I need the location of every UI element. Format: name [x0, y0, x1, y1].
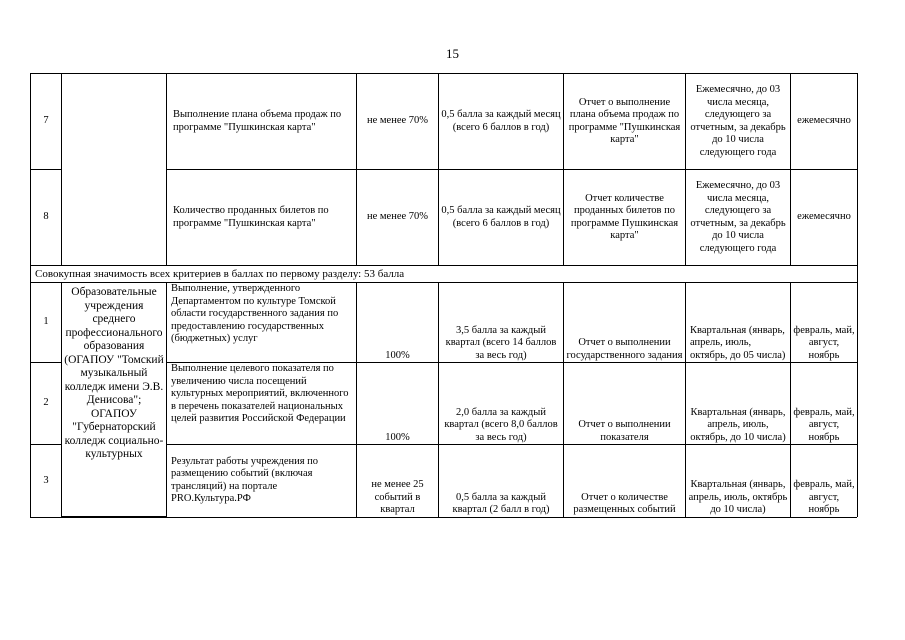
table-row: [31, 283, 858, 363]
page-bottom-rule: [30, 517, 857, 518]
row-number: 2: [31, 363, 62, 445]
page-number: 15: [446, 46, 459, 61]
report-cell: Отчет о выполнении государственного задания: [564, 283, 686, 363]
target-cell: 100%: [357, 363, 439, 445]
deadline-cell: Ежемесячно, до 03 числа месяца, следующего за отчетным, за декабрь до 10 числа следующего года: [686, 74, 791, 170]
indicator-cell: Выполнение плана объема продаж по программе "Пушкинская карта": [167, 74, 357, 170]
row-number: 8: [31, 170, 62, 266]
period-cell: ежемесячно: [791, 74, 858, 170]
deadline-cell: Квартальная (январь, апрель, июль, октябрь до 10 числа): [686, 445, 791, 517]
row-number: 7: [31, 74, 62, 170]
score-cell: 0,5 балла за каждый квартал (2 балл в год): [439, 445, 564, 517]
indicator-cell: Выполнение целевого показателя по увеличению числа посещений культурных мероприятий, включенного в перечень показателей национальных целей развития Российской Федерации: [167, 363, 357, 445]
score-cell: 3,5 балла за каждый квартал (всего 14 баллов за весь год): [439, 283, 564, 363]
target-cell: не менее 70%: [357, 170, 439, 266]
row-number: 1: [31, 283, 62, 363]
deadline-cell: Квартальная (январь, апрель, июль, октябрь, до 10 числа): [686, 363, 791, 445]
indicator-cell: Выполнение, утвержденного Департаментом по культуре Томской области государственного задания по предоставлению государственных (бюджетных) услуг: [167, 283, 357, 363]
score-cell: 0,5 балла за каждый месяц (всего 6 баллов в год): [439, 170, 564, 266]
period-cell: февраль, май, август, ноябрь: [791, 363, 858, 445]
period-cell: ежемесячно: [791, 170, 858, 266]
target-cell: не менее 25 событий в квартал: [357, 445, 439, 517]
target-cell: не менее 70%: [357, 74, 439, 170]
section-summary: Совокупная значимость всех критериев в баллах по первому разделу: 53 балла: [31, 266, 858, 283]
organization-cell: Образовательные учреждения среднего профессионального образования (ОГАПОУ "Томский музыкальный колледж имени Э.В. Денисова"; ОГАПОУ "Губернаторский колледж социально-культурных: [62, 283, 167, 517]
criteria-table: [30, 73, 858, 517]
empty-org-cell: [62, 74, 167, 266]
indicator-cell: Результат работы учреждения по размещению событий (включая трансляций) на портале PRO.Культура.РФ: [167, 445, 357, 517]
period-cell: февраль, май, август, ноябрь: [791, 445, 858, 517]
row-number: 3: [31, 445, 62, 517]
table-row: [31, 74, 858, 170]
score-cell: 2,0 балла за каждый квартал (всего 8,0 баллов за весь год): [439, 363, 564, 445]
deadline-cell: Квартальная (январь, апрель, июль, октябрь, до 05 числа): [686, 283, 791, 363]
score-cell: 0,5 балла за каждый месяц (всего 6 баллов в год): [439, 74, 564, 170]
period-cell: февраль, май, август, ноябрь: [791, 283, 858, 363]
report-cell: Отчет о выполнение плана объема продаж по программе "Пушкинская карта": [564, 74, 686, 170]
report-cell: Отчет количестве проданных билетов по программе Пушкинская карта": [564, 170, 686, 266]
target-cell: 100%: [357, 283, 439, 363]
report-cell: Отчет о количестве размещенных событий: [564, 445, 686, 517]
report-cell: Отчет о выполнении показателя: [564, 363, 686, 445]
deadline-cell: Ежемесячно, до 03 числа месяца, следующего за отчетным, за декабрь до 10 числа следующего года: [686, 170, 791, 266]
summary-row: [31, 266, 858, 283]
indicator-cell: Количество проданных билетов по программе "Пушкинская карта": [167, 170, 357, 266]
